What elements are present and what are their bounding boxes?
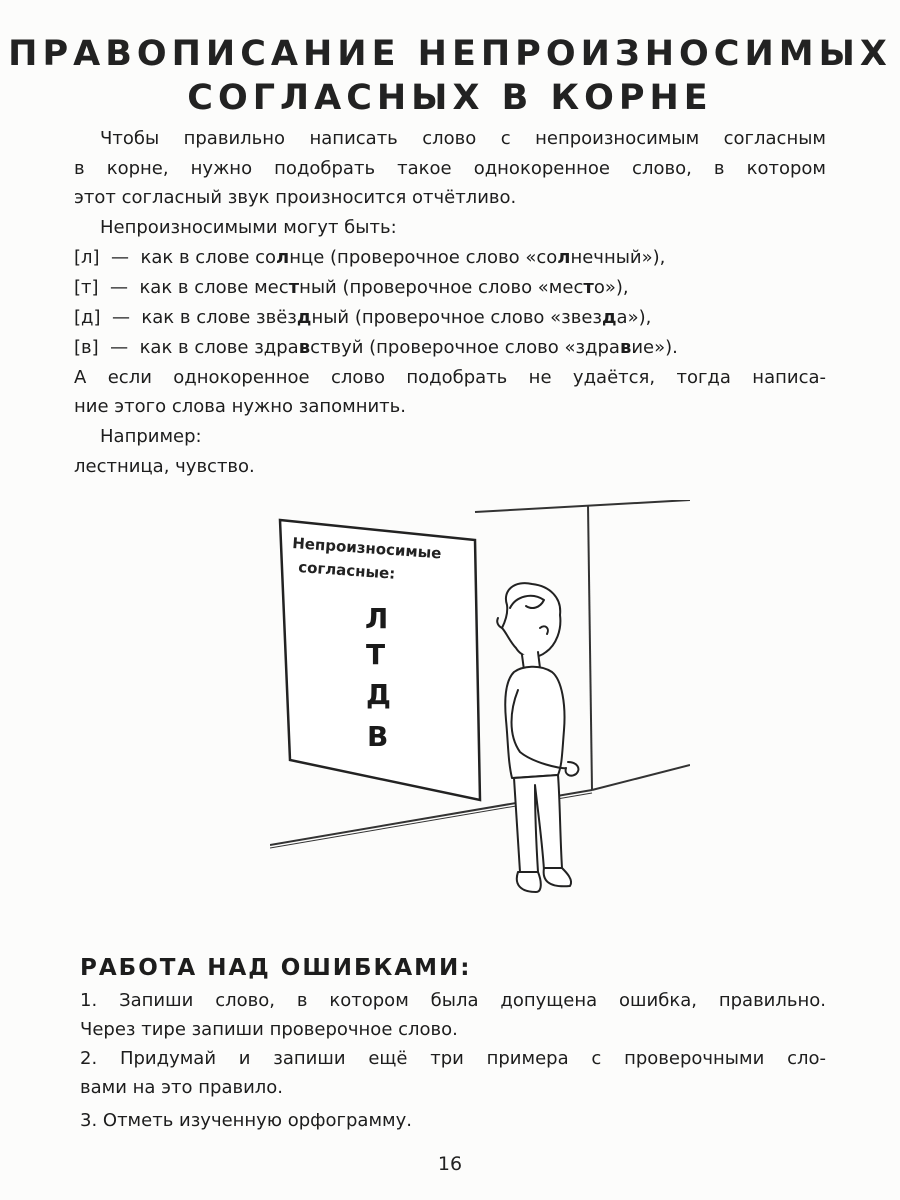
boy-figure xyxy=(497,583,578,892)
boy-shoe-left xyxy=(517,872,541,892)
example-row-v: [в] — как в слове здравствуй (проверочное слово «здравие»). xyxy=(74,337,678,358)
page-title-line-2: СОГЛАСНЫХ В КОРНЕ xyxy=(187,78,713,118)
task-3: 3. Отметь изученную орфограмму. xyxy=(80,1110,412,1131)
poster-title-line-1: Непроизносимые xyxy=(291,534,443,563)
boy-nose xyxy=(497,618,502,628)
boy-looking-at-poster-illustration xyxy=(270,500,690,920)
boy-hand xyxy=(566,762,579,776)
consonants-poster xyxy=(280,520,480,800)
poster-letter-l: Л xyxy=(365,602,389,635)
example-row-t: [т] — как в слове местный (проверочное слово «место»), xyxy=(74,277,629,298)
poster-letter-d: Д xyxy=(366,678,391,711)
boy-legs xyxy=(514,775,562,872)
example-words: лестница, чувство. xyxy=(74,456,255,477)
task-1-line-2: Через тире запиши проверочное слово. xyxy=(80,1019,458,1040)
rule-line-2: в корне, нужно подобрать такое однокоренное слово, в котором xyxy=(74,158,826,179)
example-row-d: [д] — как в слове звёздный (проверочное слово «звезда»), xyxy=(74,307,652,328)
task-2-line-2: вами на это правило. xyxy=(80,1077,284,1098)
boy-shoe-right xyxy=(544,868,571,886)
task-1-line-1: 1. Запиши слово, в котором была допущена ошибка, правильно. xyxy=(80,990,826,1011)
page-number: 16 xyxy=(437,1153,463,1175)
memorize-line-1: А если однокоренное слово подобрать не удаётся, тогда написа- xyxy=(74,367,826,388)
example-row-l: [л] — как в слове солнце (проверочное слово «солнечный»), xyxy=(74,247,666,268)
memorize-line-2: ние этого слова нужно запомнить. xyxy=(74,396,406,417)
task-2-line-1: 2. Придумай и запиши ещё три примера с проверочными сло- xyxy=(80,1048,826,1069)
boy-head xyxy=(502,583,560,657)
wall-corner-line xyxy=(588,505,592,790)
rule-line-1: Чтобы правильно написать слово с непроизносимым согласным xyxy=(100,128,826,149)
rule-line-3: этот согласный звук произносится отчётливо. xyxy=(74,187,517,208)
wall-top-line xyxy=(475,500,690,512)
poster-title-line-2: согласные: xyxy=(297,558,396,583)
page-title-line-1: ПРАВОПИСАНИЕ НЕПРОИЗНОСИМЫХ xyxy=(8,34,892,74)
work-on-errors-title: РАБОТА НАД ОШИБКАМИ: xyxy=(80,955,472,981)
for-example-label: Например: xyxy=(100,426,202,447)
poster-letter-t: Т xyxy=(366,638,386,671)
can-be-label: Непроизносимыми могут быть: xyxy=(100,217,397,238)
floor-right-line xyxy=(592,765,690,790)
poster-letter-v: В xyxy=(367,720,389,753)
